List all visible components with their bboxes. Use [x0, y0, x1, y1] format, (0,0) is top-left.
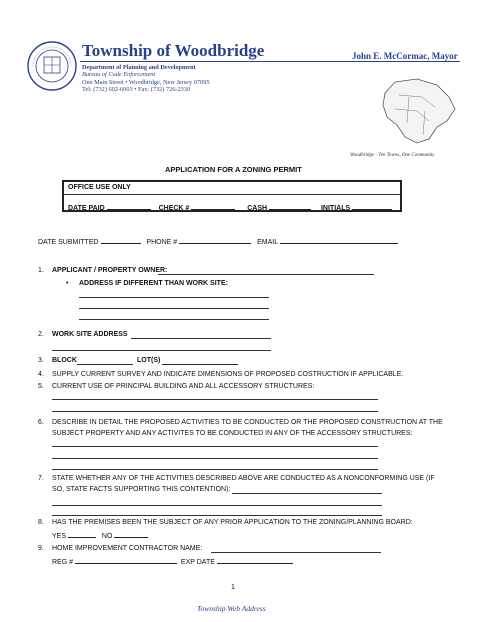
yes-field[interactable]	[68, 530, 96, 538]
township-name: Township of Woodbridge	[82, 41, 265, 60]
date-paid-label: DATE PAID	[68, 205, 105, 212]
q2-label: WORK SITE ADDRESS	[52, 331, 128, 338]
proposed-activity-line-3[interactable]	[52, 469, 378, 470]
q1-label: APPLICANT / PROPERTY OWNER:	[52, 267, 168, 274]
page-number: 1	[231, 584, 235, 591]
proposed-activity-line-1[interactable]	[52, 446, 378, 447]
date-submitted-label: DATE SUBMITTED	[38, 239, 99, 246]
phone-label: PHONE #	[146, 239, 178, 246]
phone-fax: Tel: (732) 602-6003 • Fax: (732) 726-2330	[82, 86, 191, 94]
q3-lots-label: LOT(S)	[137, 357, 161, 364]
reg-label: REG #	[52, 559, 74, 566]
phone-field[interactable]	[179, 236, 251, 244]
cash-label: CASH	[247, 205, 268, 212]
work-site-field[interactable]	[131, 338, 271, 339]
email-label: EMAIL	[257, 239, 278, 246]
nonconforming-line-3[interactable]	[52, 515, 382, 516]
check-label: CHECK #	[158, 205, 190, 212]
q6-number: 6.	[38, 419, 44, 426]
proposed-activity-line-2[interactable]	[52, 458, 378, 459]
q4-number: 4.	[38, 371, 44, 378]
q8-number: 8.	[38, 519, 44, 526]
no-label: NO	[101, 533, 113, 540]
office-use-fields	[68, 202, 392, 212]
current-use-line-2[interactable]	[52, 411, 378, 412]
header-rule	[80, 61, 460, 62]
q7-text-2: SO, STATE FACTS SUPPORTING THIS CONTENTION):	[52, 486, 231, 493]
form-title: APPLICATION FOR A ZONING PERMIT	[165, 165, 302, 174]
q6-text-1: DESCRIBE IN DETAIL THE PROPOSED ACTIVITIES TO BE CONDUCTED OR THE PROPOSED CONSTRUCTION AT THE	[52, 419, 443, 426]
applicant-field[interactable]	[158, 274, 374, 275]
q8-text: HAS THE PREMISES BEEN THE SUBJECT OF ANY PRIOR APPLICATION TO THE ZONING/PLANNING BOARD:	[52, 519, 413, 526]
township-seal	[27, 41, 77, 91]
q9-reg-row	[52, 556, 293, 566]
department-name: Department of Planning and Development	[82, 64, 196, 71]
department-block	[82, 64, 210, 94]
q4-text: SUPPLY CURRENT SURVEY AND INDICATE DIMENSIONS OF PROPOSED COSTRUCTION IF APPLICABLE.	[52, 371, 404, 378]
initials-label: INITIALS	[320, 205, 351, 212]
q6-text-2: SUBJECT PROPERTY AND ANY ACTIVITES TO BE CONDUCTED IN ANY OF THE ACCESSORY STRUCTURES:	[52, 430, 413, 437]
alt-address-line-2[interactable]	[79, 308, 269, 309]
date-paid-field[interactable]	[107, 202, 151, 210]
address: One Main Street • Woodbridge, New Jersey 07095	[82, 78, 210, 86]
current-use-line-1[interactable]	[52, 399, 378, 400]
bureau-name: Bureau of Code Enforcement	[82, 71, 156, 79]
alt-address-line-1[interactable]	[79, 297, 269, 298]
nonconforming-field[interactable]	[232, 493, 382, 494]
check-field[interactable]	[191, 202, 235, 210]
contact-row	[38, 236, 398, 246]
tagline: Woodbridge - Ten Towns, One Community	[350, 153, 435, 158]
contractor-name-field[interactable]	[211, 552, 381, 553]
q1-sub-label: ADDRESS IF DIFFERENT THAN WORK SITE:	[79, 280, 228, 287]
q3-number: 3.	[38, 357, 44, 364]
email-field[interactable]	[280, 236, 398, 244]
alt-address-line-3[interactable]	[79, 319, 269, 320]
q8-answer-row	[52, 530, 148, 540]
q2-number: 2.	[38, 331, 44, 338]
office-use-divider	[64, 194, 400, 195]
q7-number: 7.	[38, 475, 44, 482]
yes-label: YES	[52, 533, 67, 540]
q1-bullet: •	[66, 280, 69, 287]
q7-text-1: STATE WHETHER ANY OF THE ACTIVITIES DESCRIBED ABOVE ARE CONDUCTED AS A NONCONFORMING USE (IF	[52, 475, 435, 482]
township-map	[377, 77, 459, 147]
cash-field[interactable]	[269, 202, 311, 210]
nonconforming-line-2[interactable]	[52, 505, 382, 506]
exp-date-field[interactable]	[217, 556, 293, 564]
date-submitted-field[interactable]	[101, 236, 141, 244]
q1-number: 1.	[38, 267, 44, 274]
q9-number: 9.	[38, 545, 44, 552]
office-use-heading: OFFICE USE ONLY	[68, 184, 131, 191]
mayor-name: John E. McCormac, Mayor	[352, 51, 458, 61]
footer-web-address: Township Web Address	[197, 604, 266, 613]
q5-text: CURRENT USE OF PRINCIPAL BUILDING AND ALL ACCESSORY STRUCTURES:	[52, 383, 315, 390]
reg-field[interactable]	[75, 556, 177, 564]
q9-text: HOME IMPROVEMENT CONTRACTOR NAME:	[52, 545, 203, 552]
exp-date-label: EXP DATE	[180, 559, 215, 566]
q5-number: 5.	[38, 383, 44, 390]
work-site-line-2[interactable]	[52, 350, 271, 351]
block-field[interactable]	[77, 364, 133, 365]
lots-field[interactable]	[162, 364, 238, 365]
q3-block-label: BLOCK	[52, 357, 77, 364]
no-field[interactable]	[114, 530, 148, 538]
initials-field[interactable]	[352, 202, 392, 210]
